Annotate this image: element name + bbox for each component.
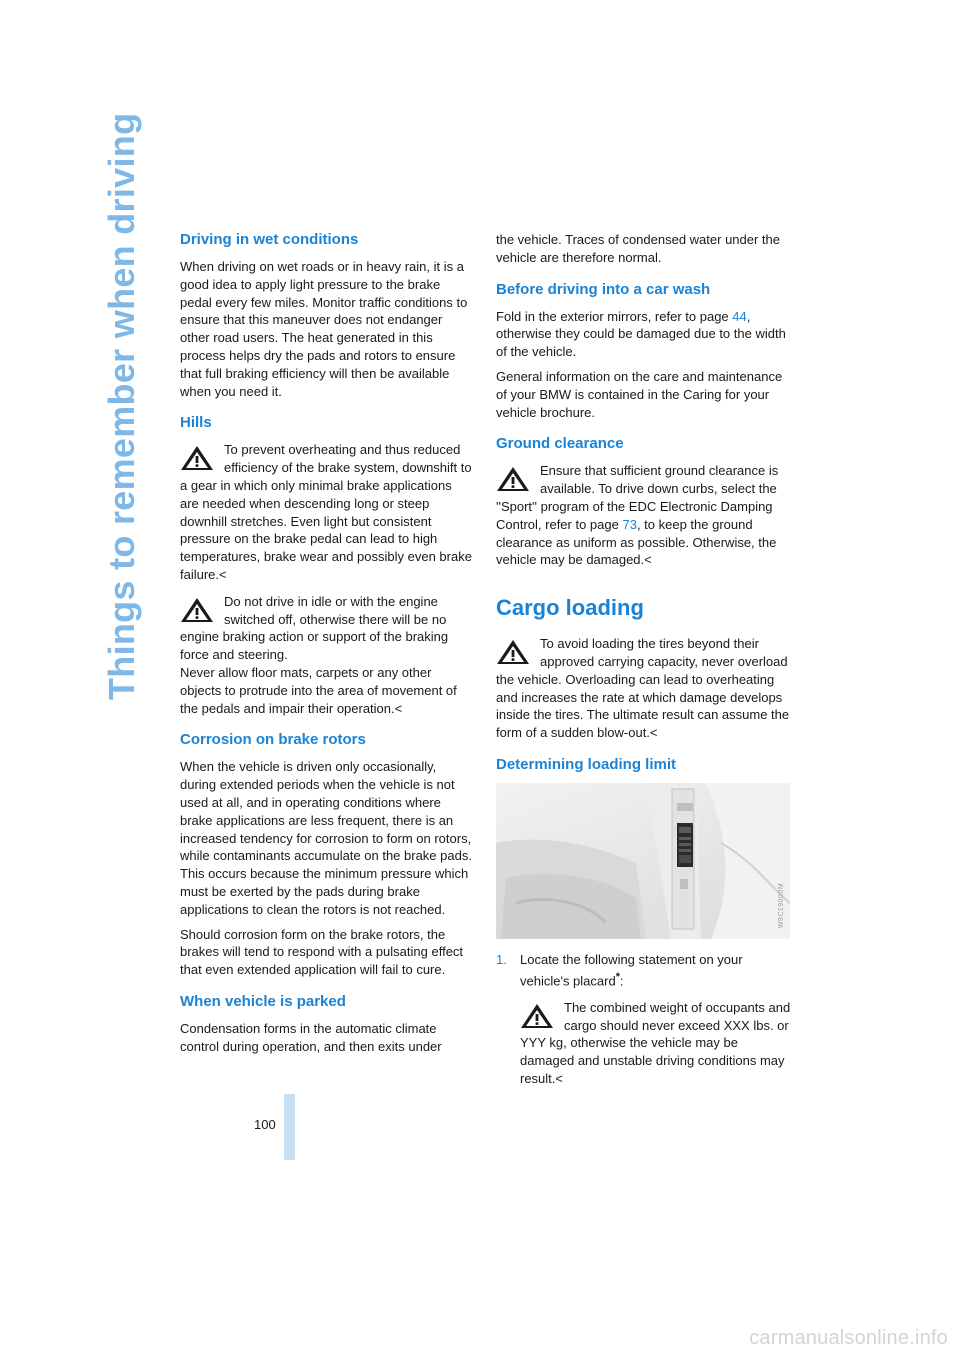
step-1-text-wrap bbox=[520, 951, 792, 990]
placard-warning bbox=[520, 999, 792, 1088]
heading-loading-limit: Determining loading limit bbox=[496, 755, 677, 773]
door-pillar-illustration bbox=[496, 783, 790, 939]
heading-corrosion: Corrosion on brake rotors bbox=[180, 731, 366, 749]
site-watermark: carmanualsonline.info bbox=[749, 1327, 948, 1349]
heading-cargo-loading: Cargo loading bbox=[496, 595, 644, 621]
side-chapter-title-text: Things to remember when driving bbox=[101, 112, 142, 700]
page-link-44[interactable]: 44 bbox=[732, 308, 747, 324]
hills-warning-2b-text: Never allow floor mats, carpets or any other objects to protrude into the area of movement of the pedals and impair their operation.< bbox=[180, 664, 457, 716]
hills-warning-2 bbox=[180, 593, 474, 718]
corrosion-text-1: When the vehicle is driven only occasionally, during extended periods when the vehicle is not used at all, and in operating conditions where brake applications are less frequent, there is an increased tendency for corrosion to form on rotors, while contaminants accumulate on the brake pads. This occurs because the minimum pressure which must be exerted by the pads during brake applications to clean the rotors is not reached. bbox=[180, 759, 472, 917]
heading-hills: Hills bbox=[180, 414, 212, 432]
page-number: 100 bbox=[254, 1117, 276, 1132]
ground-clearance-warning bbox=[496, 462, 792, 569]
figure-code: W9C19000M bbox=[777, 882, 785, 929]
parked-text-continued: the vehicle. Traces of condensed water under the vehicle are therefore normal. bbox=[496, 232, 781, 265]
placard-warning-text: The combined weight of occupants and cargo should never exceed XXX lbs. or YYY kg, otherwise the vehicle may be damaged and unstable driving conditions may result.< bbox=[520, 999, 791, 1087]
warning-triangle-icon bbox=[180, 445, 214, 471]
warning-triangle-icon bbox=[180, 597, 214, 623]
step-1 bbox=[496, 951, 792, 990]
page-accent-bar bbox=[284, 1094, 295, 1160]
parked-text: Condensation forms in the automatic climate control during operation, and then exits under bbox=[180, 1020, 442, 1054]
cargo-warning-text: To avoid loading the tires beyond their approved carrying capacity, never overload the vehicle. Overloading can lead to overheating and increases the rate at which damage develops inside the tires. The ultimate result can assume the form of a sudden blow-out.< bbox=[496, 636, 790, 741]
heading-ground-clearance: Ground clearance bbox=[496, 435, 624, 453]
hills-warning-2a-text: Do not drive in idle or with the engine switched off, otherwise there will be no engine braking action or support of the braking force and steering. bbox=[180, 593, 449, 663]
door-pillar-placard-photo bbox=[496, 783, 790, 939]
ground-warning-text-b: , to keep the ground clearance as uniform as possible. Otherwise, the vehicle may be damaged.< bbox=[496, 516, 777, 568]
step-1-text: Locate the following statement on your vehicle's placard bbox=[520, 951, 743, 989]
car-wash-text-1 bbox=[496, 308, 792, 361]
heading-vehicle-parked: When vehicle is parked bbox=[180, 992, 346, 1010]
step-1-number: 1. bbox=[496, 951, 507, 967]
heading-car-wash: Before driving into a car wash bbox=[496, 280, 711, 298]
warning-triangle-icon bbox=[520, 1003, 554, 1029]
page-link-73[interactable]: 73 bbox=[622, 516, 637, 532]
car-wash-text-2: General information on the care and maintenance of your BMW is contained in the Caring for your vehicle brochure. bbox=[496, 368, 783, 420]
ground-warning-text-a: Ensure that sufficient ground clearance is available. To drive down curbs, select the ''Sport'' program of the EDC Electronic Damping Control, refer to page bbox=[496, 463, 779, 532]
corrosion-text-2: Should corrosion form on the brake rotors, the brakes will tend to respond with a pulsating effect that even extended application will fail to cure. bbox=[180, 926, 464, 978]
warning-triangle-icon bbox=[496, 639, 530, 665]
step-1-asterisk: * bbox=[615, 970, 620, 983]
heading-wet-conditions: Driving in wet conditions bbox=[180, 231, 359, 248]
cargo-warning bbox=[496, 635, 792, 742]
car-wash-text-1a: Fold in the exterior mirrors, refer to page bbox=[496, 308, 733, 324]
hills-warning-1-text: To prevent overheating and thus reduced efficiency of the brake system, downshift to a gear in which only minimal brake applications are needed when descending long or steep downhill stretches. Even light but consistent pressure on the brake pedal can lead to high temperatures, brake wear and possibly even brake failure.< bbox=[180, 442, 472, 582]
wet-conditions-text: When driving on wet roads or in heavy rain, it is a good idea to apply light pressure to the brake pedal every few miles. Monitor traffic conditions to ensure that this maneuver does not endanger other road users. The heat generated in this process helps dry the pads and rotors to ensure that full braking efficiency will then be available when you need it. bbox=[180, 259, 468, 399]
hills-warning-1 bbox=[180, 441, 474, 583]
warning-triangle-icon bbox=[496, 466, 530, 492]
car-wash-text-1b: , otherwise they could be damaged due to the width of the vehicle. bbox=[496, 308, 786, 360]
left-column bbox=[180, 231, 474, 1062]
right-column bbox=[496, 231, 792, 1097]
step-1-colon: : bbox=[619, 973, 624, 989]
